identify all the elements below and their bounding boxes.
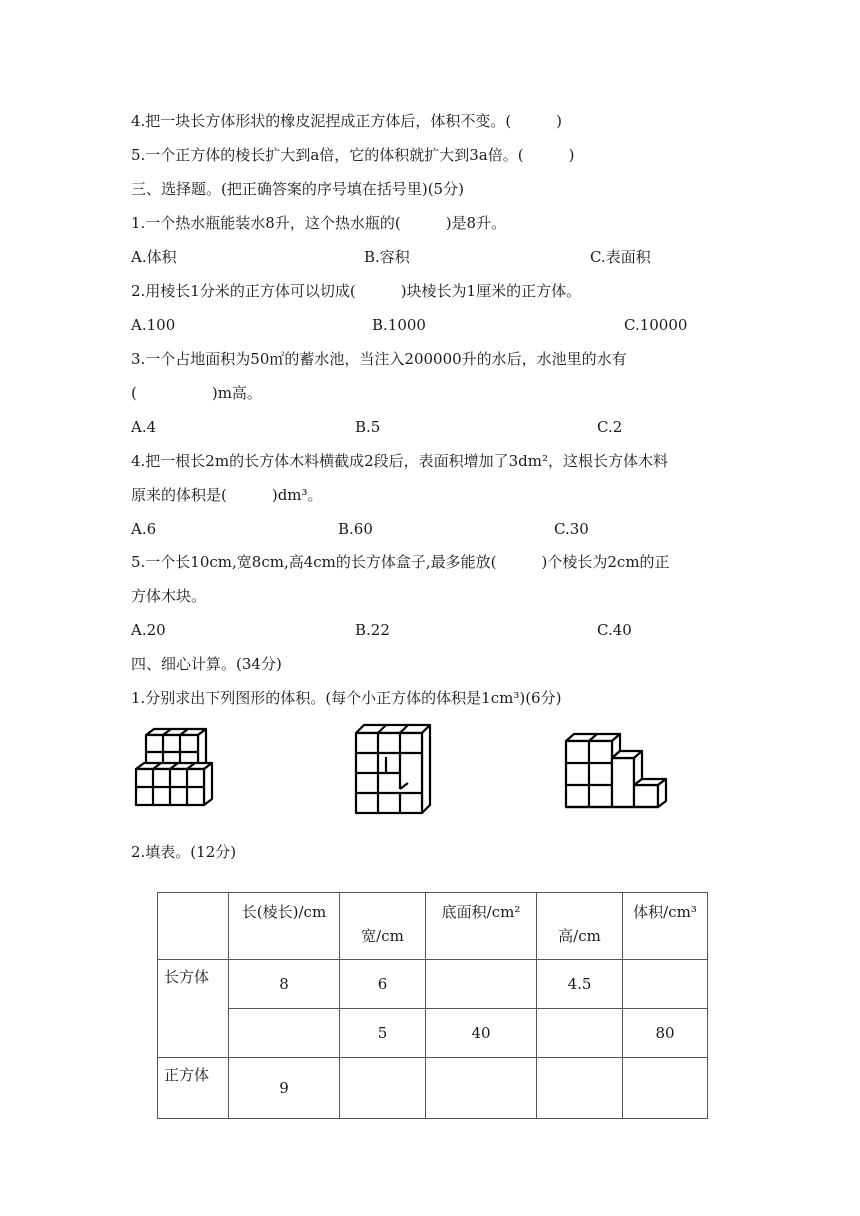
choice-2-option-c: C.10000 <box>624 316 688 334</box>
table-header-cell: 宽/cm <box>340 893 426 960</box>
choice-1-option-a: A.体积 <box>131 248 177 266</box>
choice-4-option-a: A.6 <box>131 520 157 538</box>
table-cell: 4.5 <box>537 960 623 1009</box>
table-cell <box>537 1058 623 1119</box>
choice-1-option-b: B.容积 <box>364 248 410 266</box>
section-heading-calc: 四、细心计算。(34分) <box>131 655 282 673</box>
choice-question-5-line-2: 方体木块。 <box>131 587 207 605</box>
table-cell: 长方体 <box>158 960 229 1058</box>
table-cell <box>623 960 708 1009</box>
choice-3-option-a: A.4 <box>131 418 157 436</box>
cube-figure-3 <box>562 731 674 811</box>
choice-question-3-line-1: 3.一个占地面积为50㎡的蓄水池，当注入200000升的水后，水池里的水有 <box>131 350 627 368</box>
cube-figure-1 <box>132 727 216 811</box>
table-row <box>158 960 708 1009</box>
table-cell: 5 <box>340 1009 426 1058</box>
choice-4-option-b: B.60 <box>338 520 373 538</box>
table-header-cell <box>158 893 229 960</box>
table-header-cell: 体积/cm³ <box>623 893 708 960</box>
choice-5-option-a: A.20 <box>131 621 166 639</box>
choice-3-option-c: C.2 <box>597 418 623 436</box>
table-cell <box>426 960 537 1009</box>
choice-question-2: 2.用棱长1分米的正方体可以切成( )块棱长为1厘米的正方体。 <box>131 282 582 300</box>
table-header-cell: 高/cm <box>537 893 623 960</box>
table-header-cell: 长(棱长)/cm <box>229 893 340 960</box>
calc-question-2: 2.填表。(12分) <box>131 843 237 861</box>
fill-table <box>157 892 708 1119</box>
choice-question-5-line-1: 5.一个长10cm,宽8cm,高4cm的长方体盒子,最多能放( )个棱长为2cm的正 <box>131 553 670 571</box>
table-header-cell: 底面积/cm² <box>426 893 537 960</box>
judge-question-4: 4.把一块长方体形状的橡皮泥捏成正方体后，体积不变。( ) <box>131 112 563 130</box>
table-row <box>158 1058 708 1119</box>
cube-figure-2 <box>352 719 436 819</box>
table-cell <box>229 1009 340 1058</box>
judge-question-5: 5.一个正方体的棱长扩大到a倍，它的体积就扩大到3a倍。( ) <box>131 146 575 164</box>
choice-question-4-line-2: 原来的体积是( )dm³。 <box>131 486 323 504</box>
table-cell: 6 <box>340 960 426 1009</box>
choice-2-option-b: B.1000 <box>372 316 426 334</box>
choice-4-option-c: C.30 <box>554 520 589 538</box>
table-cell <box>537 1009 623 1058</box>
table-cell <box>426 1058 537 1119</box>
table-cell: 80 <box>623 1009 708 1058</box>
table-cell: 正方体 <box>158 1058 229 1119</box>
choice-5-option-b: B.22 <box>355 621 390 639</box>
choice-1-option-c: C.表面积 <box>590 248 651 266</box>
section-heading-choice: 三、选择题。(把正确答案的序号填在括号里)(5分) <box>131 180 464 198</box>
choice-question-3-line-2: ( )m高。 <box>131 384 262 402</box>
table-cell: 40 <box>426 1009 537 1058</box>
choice-5-option-c: C.40 <box>597 621 632 639</box>
table-row <box>158 1009 708 1058</box>
calc-question-1: 1.分别求出下列图形的体积。(每个小正方体的体积是1cm³)(6分) <box>131 689 562 707</box>
table-cell: 9 <box>229 1058 340 1119</box>
table-cell: 8 <box>229 960 340 1009</box>
choice-question-4-line-1: 4.把一根长2m的长方体木料横截成2段后，表面积增加了3dm²，这根长方体木料 <box>131 452 669 470</box>
choice-2-option-a: A.100 <box>131 316 176 334</box>
choice-3-option-b: B.5 <box>355 418 381 436</box>
choice-question-1: 1.一个热水瓶能装水8升，这个热水瓶的( )是8升。 <box>131 214 507 232</box>
table-cell <box>340 1058 426 1119</box>
table-header-row <box>158 893 708 960</box>
table-cell <box>623 1058 708 1119</box>
